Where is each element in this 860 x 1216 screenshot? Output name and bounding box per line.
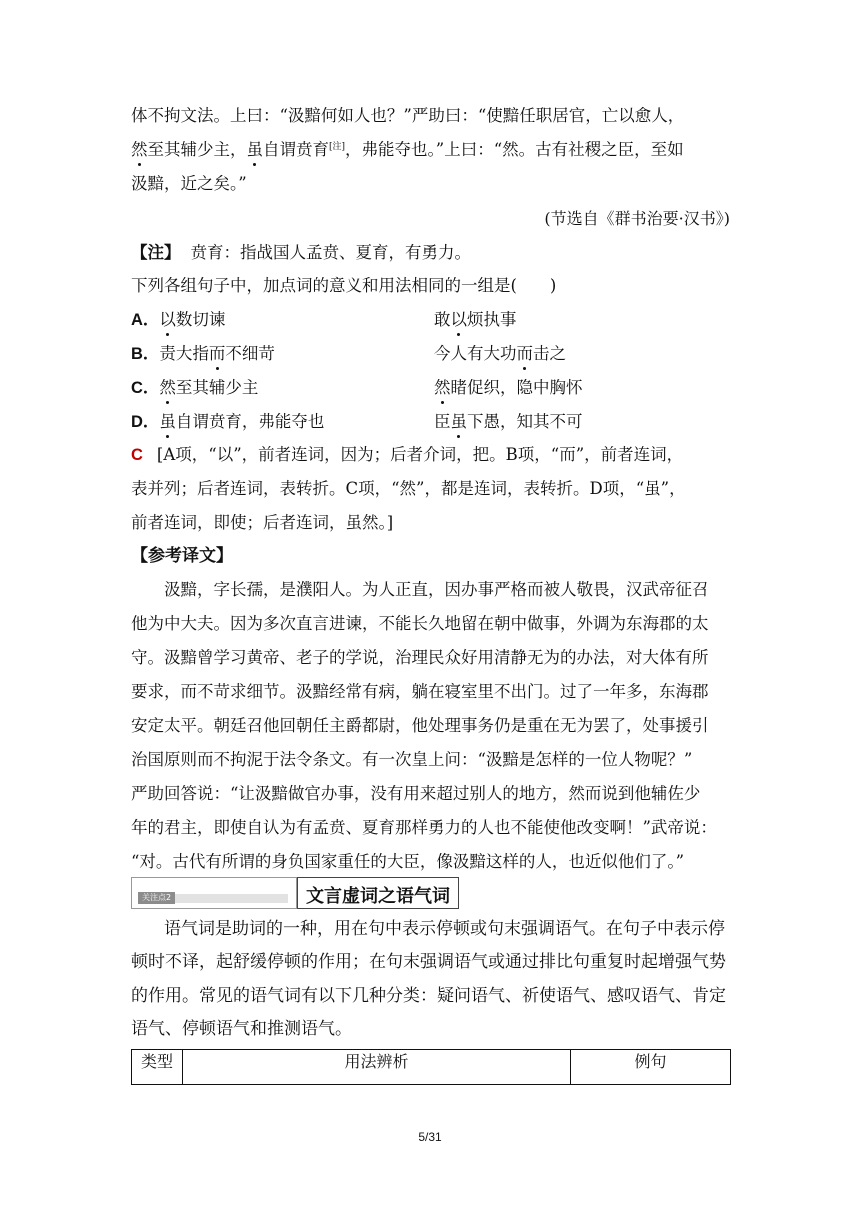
intro-line: 语气、停顿语气和推测语气。 — [131, 1019, 352, 1038]
passage-line-1: 体不拘文法。上曰：“汲黯何如人也？”严助曰：“使黯任职居官，亡以愈人， — [131, 106, 685, 125]
answer-line-2: 表并列；后者连词，表转折。C项，“然”，都是连词，表转折。D项，“虽”， — [131, 479, 686, 498]
section-title: 文言虚词之语气词 — [306, 886, 450, 907]
dotted-word: 虽 — [246, 140, 263, 159]
table-header-row — [131, 1049, 731, 1085]
option-a-right: 敢以烦执事 — [434, 311, 517, 329]
table-header-example: 例句 — [634, 1052, 667, 1071]
table-header-usage: 用法辨析 — [183, 1050, 571, 1084]
intro-line: 语气词是助词的一种，用在句中表示停顿或句末强调语气。在句子中表示停 — [164, 919, 725, 938]
note — [131, 242, 471, 264]
option-c-right: 然睹促织，隐中胸怀 — [434, 379, 583, 397]
translation-line: 严助回答说：“让汲黯做官办事，没有用来超过别人的地方，然而说到他辅佐少 — [131, 784, 701, 803]
answer-line-1: C [A项，“以”，前者连词，因为；后者介词，把。B项，“而”，前者连词， — [131, 445, 684, 464]
note-marker: [注] — [329, 142, 346, 152]
page-number: 5/31 — [418, 1130, 442, 1144]
intro-line: 顿时不译，起舒缓停顿的作用；在句末强调语气或通过排比句重复时起增强气势 — [131, 952, 726, 971]
dotted-word: 然 — [131, 140, 148, 159]
translation-line: 年的君主，即使自认为有孟贲、夏育那样勇力的人也不能使他改变啊！”武帝说： — [131, 818, 717, 837]
translation-heading: 【参考译文】 — [131, 546, 233, 565]
option-d-right: 臣虽下愚，知其不可 — [434, 413, 583, 431]
section-tag: 关注点2 — [138, 892, 175, 904]
option-b-right: 今人有大功而击之 — [434, 345, 566, 363]
answer-line-3: 前者连词，即使；后者连词，虽然。] — [131, 513, 394, 532]
translation-line: 守。汲黯曾学习黄帝、老子的学说，治理民众好用清静无为的办法，对大体有所 — [131, 648, 709, 667]
table-header-type: 类型 — [132, 1050, 183, 1084]
option-d-left: D．虽自谓贲育，弗能夺也 — [131, 413, 325, 431]
passage-line-2: 然至其辅少主，虽自谓贲育[注]，弗能夺也。”上曰：“然。古有社稷之臣，至如 — [131, 140, 684, 159]
translation-line: “对。古代有所谓的身负国家重任的大臣，像汲黯这样的人，也近似他们了。” — [131, 852, 685, 871]
answer-letter: C — [131, 446, 143, 464]
translation-line: 汲黯，字长孺，是濮阳人。为人正直，因办事严格而被人敬畏，汉武帝征召 — [164, 580, 709, 599]
section-tag-box — [131, 877, 297, 909]
translation-line: 要求，而不苛求细节。汲黯经常有病，躺在寝室里不出门。过了一年多，东海郡 — [131, 682, 709, 701]
section-title-box — [297, 877, 459, 909]
option-b-left: B．责大指而不细苛 — [131, 345, 275, 363]
translation-line: 治国原则而不拘泥于法令条文。有一次皇上问：“汲黯是怎样的一位人物呢？” — [131, 750, 693, 769]
note-text: 贲育：指战国人孟贲、夏育，有勇力。 — [190, 243, 471, 262]
note-label: 【注】 — [131, 244, 181, 262]
translation-line: 安定太平。朝廷召他回朝任主爵都尉，他处理事务仍是重在无为罢了，处事援引 — [131, 716, 709, 735]
option-c-left: C．然至其辅少主 — [131, 379, 259, 397]
section-header — [131, 877, 459, 909]
option-a-left: A．以数切谏 — [131, 311, 226, 329]
passage-line-3: 汲黯，近之矣。” — [131, 174, 247, 193]
question-stem: 下列各组句子中，加点词的意义和用法相同的一组是( ) — [131, 276, 557, 295]
intro-line: 的作用。常见的语气词有以下几种分类：疑问语气、祈使语气、感叹语气、肯定 — [131, 986, 726, 1005]
passage-source: (节选自《群书治要·汉书》) — [544, 209, 730, 228]
translation-line: 他为中大夫。因为多次直言进谏，不能长久地留在朝中做事，外调为东海郡的太 — [131, 614, 709, 633]
